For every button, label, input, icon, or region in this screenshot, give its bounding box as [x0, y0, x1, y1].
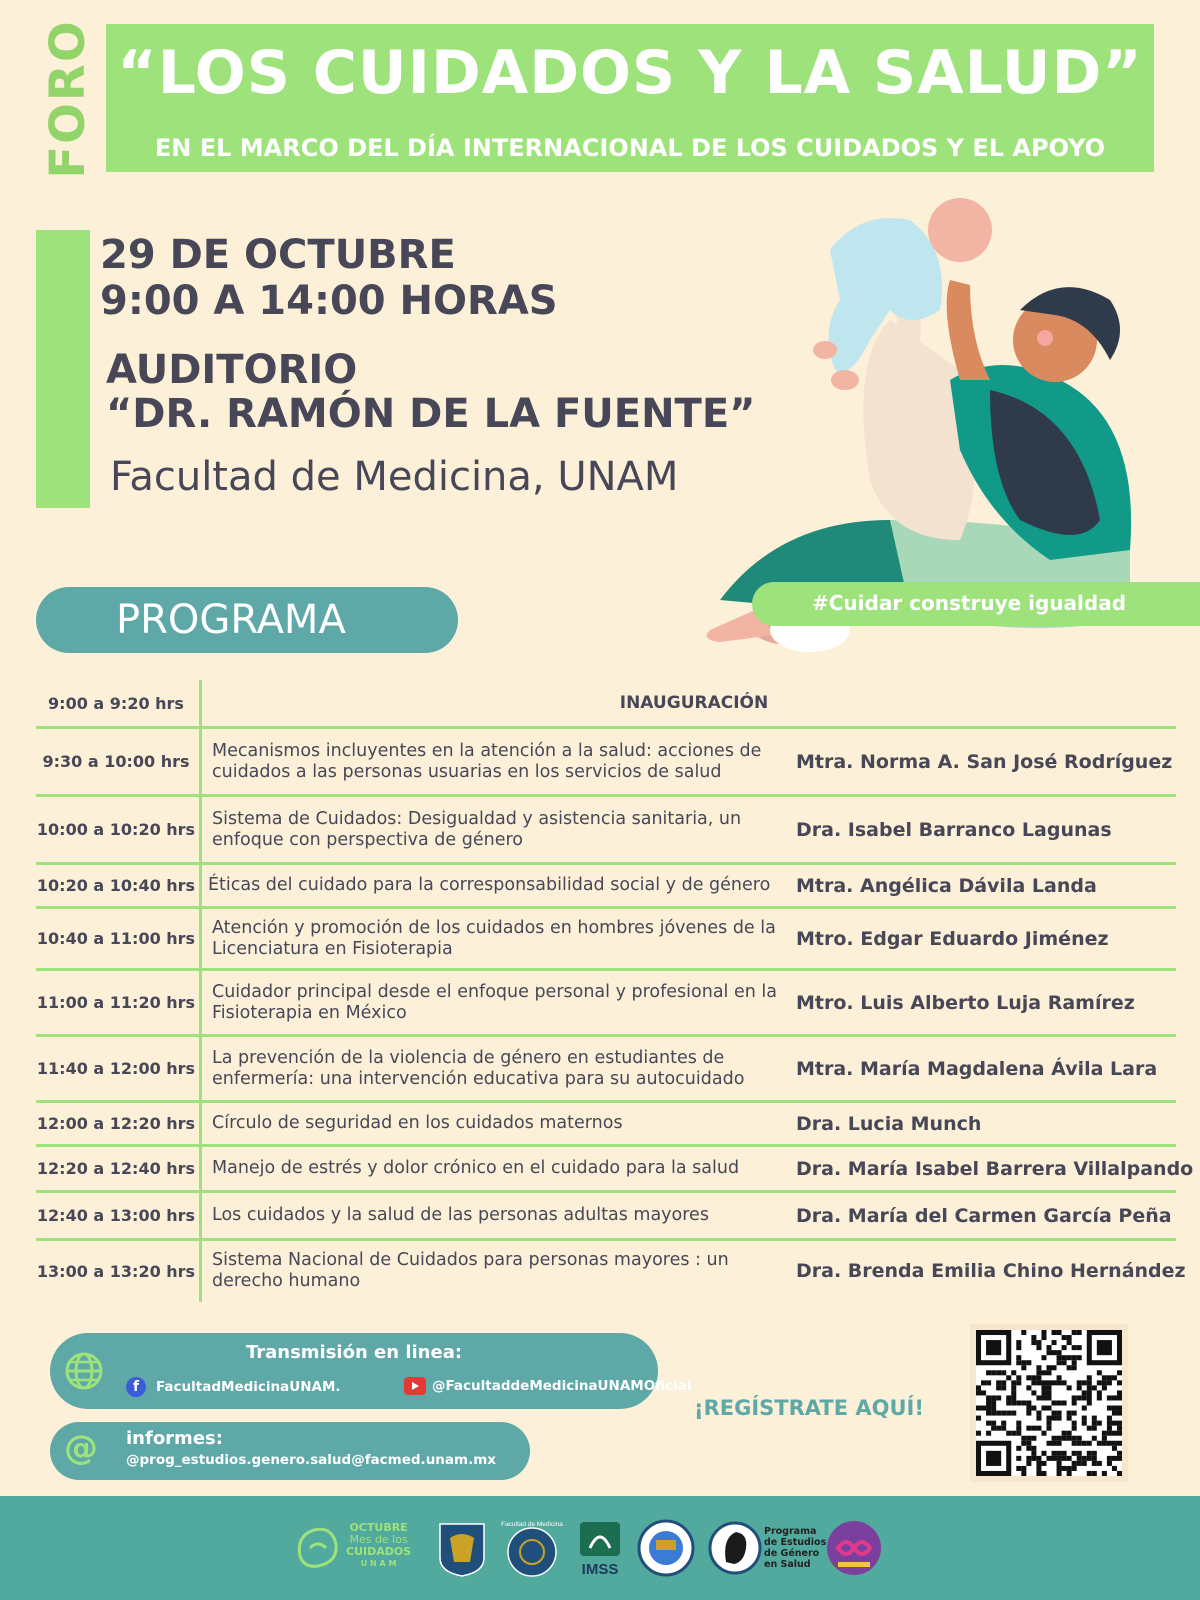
footer-logos: [0, 1496, 1200, 1600]
table-row: [36, 729, 1176, 797]
unam-shield-icon: [436, 1518, 488, 1578]
info-panel: [50, 1422, 530, 1480]
event-hours: 9:00 A 14:00 HORAS: [100, 278, 558, 324]
at-icon: @: [64, 1428, 98, 1468]
table-row: [36, 797, 1176, 865]
row-topic: Sistema de Cuidados: Desigualdad y asistencia sanitaria, un enfoque con perspectiva de género: [212, 808, 742, 850]
programa-genero-logo-icon: [708, 1518, 762, 1578]
mes-line2: Mes de los: [349, 1533, 408, 1546]
table-row: [36, 1037, 1176, 1103]
infinity-seal-icon: [824, 1518, 884, 1578]
pe-line2: de Estudios: [764, 1537, 827, 1548]
row-time: 9:30 a 10:00 hrs: [42, 752, 190, 771]
foro-vertical-label: [40, 19, 96, 179]
row-topic: Atención y promoción de los cuidados en hombres jóvenes de la Licenciatura en Fisioterapia: [212, 917, 776, 959]
registration-qr-code[interactable]: [970, 1324, 1128, 1482]
event-datetime: [100, 232, 558, 324]
row-speaker: Dra. Lucia Munch: [796, 1112, 982, 1135]
row-time: 12:20 a 12:40 hrs: [36, 1159, 196, 1178]
row-time: 12:40 a 13:00 hrs: [36, 1206, 196, 1225]
row-time: 11:00 a 11:20 hrs: [36, 993, 196, 1012]
table-row: [36, 1147, 1194, 1193]
pe-line3: de Género: [764, 1548, 820, 1559]
row-speaker: Dra. María del Carmen García Peña: [796, 1204, 1172, 1227]
programa-heading: PROGRAMA: [36, 587, 458, 653]
row-speaker: Mtra. María Magdalena Ávila Lara: [796, 1057, 1158, 1080]
facebook-handle: FacultadMedicinaUNAM.: [156, 1379, 341, 1395]
mes-line4: U N A M: [360, 1559, 397, 1568]
mes-cuidados-logo-icon: [292, 1518, 346, 1578]
streaming-heading: Transmisión en linea:: [245, 1342, 463, 1363]
row-topic: Mecanismos incluyentes en la atención a la salud: acciones de cuidados a las personas usuarias en los servicios de salud: [212, 740, 762, 782]
pe-line4: en Salud: [764, 1559, 811, 1570]
row-topic: Círculo de seguridad en los cuidados maternos: [212, 1113, 623, 1133]
page-subtitle: EN EL MARCO DEL DÍA INTERNACIONAL DE LOS CUIDADOS Y EL APOYO: [154, 134, 1106, 162]
table-row: [36, 1193, 1176, 1241]
row-speaker: Mtro. Edgar Eduardo Jiménez: [796, 927, 1109, 950]
hashtag-banner: #Cuidar construye igualdad: [752, 582, 1200, 626]
info-email[interactable]: @prog_estudios.genero.salud@facmed.unam.mx: [126, 1452, 496, 1468]
row-speaker: Mtra. Norma A. San José Rodríguez: [796, 750, 1173, 773]
facebook-link[interactable]: [126, 1377, 341, 1397]
table-row: [36, 1241, 1186, 1301]
table-row: [36, 971, 1176, 1037]
register-label: ¡REGÍSTRATE AQUÍ!: [694, 1396, 924, 1420]
facultad-label: Facultad de Medicina: [501, 1521, 563, 1528]
row-speaker: Dra. Brenda Emilia Chino Hernández: [796, 1260, 1186, 1282]
event-venue: [106, 348, 755, 436]
youtube-link[interactable]: [404, 1377, 692, 1395]
row-speaker: Dra. María Isabel Barrera Villalpando: [796, 1157, 1194, 1180]
streaming-panel: [50, 1333, 692, 1409]
row-time: 9:00 a 9:20 hrs: [48, 693, 184, 713]
row-time: 10:00 a 10:20 hrs: [36, 820, 196, 839]
table-row: [36, 909, 1176, 971]
row-time: 12:00 a 12:20 hrs: [36, 1114, 196, 1133]
mes-line1: OCTUBRE: [349, 1521, 408, 1534]
row-speaker: Mtra. Angélica Dávila Landa: [796, 874, 1097, 897]
row-topic: Los cuidados y la salud de las personas adultas mayores: [212, 1205, 709, 1225]
venue-line1: AUDITORIO: [106, 347, 358, 393]
row-topic: Manejo de estrés y dolor crónico en el cuidado para la salud: [212, 1158, 740, 1178]
accent-bar: [36, 230, 90, 508]
table-row: [36, 1103, 1176, 1147]
dsf-seal-icon: [636, 1518, 696, 1578]
event-faculty: Facultad de Medicina, UNAM: [110, 454, 679, 500]
foro-text: FORO: [40, 19, 96, 179]
title-banner: [106, 24, 1154, 172]
facultad-medicina-seal-icon: [500, 1518, 564, 1578]
youtube-handle: @FacultaddeMedicinaUNAMOficial: [432, 1378, 692, 1394]
event-date: 29 DE OCTUBRE: [100, 232, 456, 278]
imss-logo-icon: [576, 1518, 624, 1578]
row-time: 11:40 a 12:00 hrs: [36, 1059, 196, 1078]
row-topic: La prevención de la violencia de género en estudiantes de enfermería: una intervención educativa para su autocuidado: [212, 1047, 745, 1089]
facebook-icon: f: [126, 1377, 146, 1397]
venue-line2: “DR. RAMÓN DE LA FUENTE”: [106, 391, 756, 437]
table-row: [36, 865, 1176, 909]
programa-genero-text: [764, 1526, 826, 1570]
row-time: 10:40 a 11:00 hrs: [36, 929, 196, 948]
row-time: 13:00 a 13:20 hrs: [36, 1261, 196, 1281]
mes-line3: CUIDADOS: [346, 1545, 412, 1558]
mes-cuidados-logo: [346, 1522, 411, 1570]
row-speaker: Mtro. Luis Alberto Luja Ramírez: [796, 991, 1135, 1014]
row-topic: Sistema Nacional de Cuidados para personas mayores : un derecho humano: [212, 1250, 729, 1291]
info-label: informes:: [126, 1428, 223, 1449]
imss-label: IMSS: [581, 1561, 619, 1578]
row-speaker: Dra. Isabel Barranco Lagunas: [796, 818, 1112, 841]
table-row: [36, 680, 1176, 729]
row-topic: Cuidador principal desde el enfoque personal y profesional en la Fisioterapia en México: [212, 981, 777, 1023]
page-title: “LOS CUIDADOS Y LA SALUD”: [117, 38, 1143, 108]
youtube-icon: [404, 1377, 426, 1395]
row-time: 10:20 a 10:40 hrs: [36, 876, 196, 895]
row-topic: INAUGURACIÓN: [619, 693, 769, 713]
row-topic: Éticas del cuidado para la corresponsabilidad social y de género: [208, 875, 771, 895]
pe-line1: Programa: [764, 1526, 817, 1537]
